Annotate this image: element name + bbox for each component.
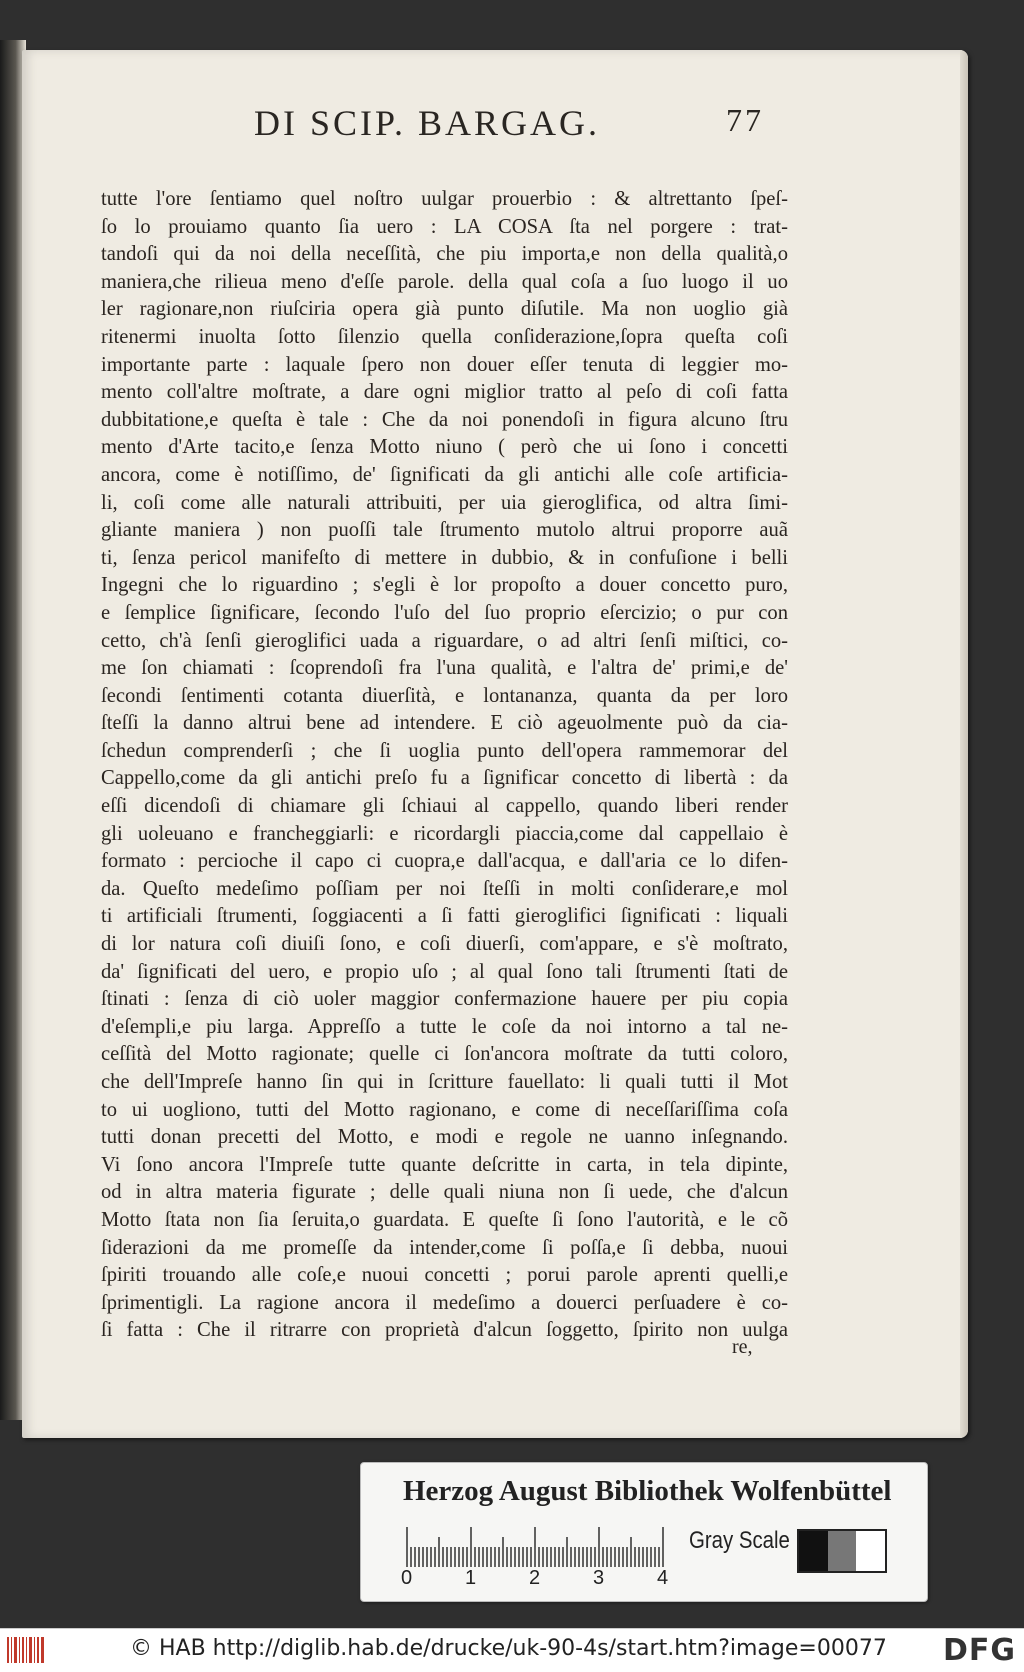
text-line: ritenermi inuolta ſotto ſilenzio quella conſiderazione,ſopra queſta coſi <box>101 325 788 348</box>
running-head <box>234 102 764 146</box>
text-line: ſecondi ſentimenti cotanta diuerſità, e lontananza, quanta da per loro <box>101 684 788 707</box>
footer-credit-link[interactable]: © HAB http://diglib.hab.de/drucke/uk-90-4s/start.htm?image=00077 <box>130 1636 887 1661</box>
text-line: mento d'Arte tacito,e ſenza Motto niuno ( però che ui ſono i concetti <box>101 436 788 459</box>
text-line: eſſi dicendoſi di chiamare gli ſchiaui al cappello, quando liberi render <box>101 795 788 818</box>
text-line: tutti donan precetti del Motto, e modi e regole ne uanno inſegnando. <box>101 1126 788 1149</box>
text-line: che dell'Impreſe hanno ſin qui in ſcritture fauellato: li quali tutti il Mot <box>101 1071 788 1093</box>
text-line: Ingegni che lo riguardino ; s'egli è lor propoſto a douer concetto puro, <box>101 574 788 597</box>
text-line: li, coſi come alle naturali attribuiti, per uia gieroglifica, od altra ſimi- <box>101 491 788 514</box>
text-line: Vi ſono ancora l'Impreſe tutte quante deſcritte in carta, in tela dipinte, <box>101 1153 788 1176</box>
gray-swatch-white <box>856 1531 885 1571</box>
library-name: Herzog August Bibliothek Wolfenbüttel <box>403 1475 892 1507</box>
gray-scale-swatch <box>797 1529 887 1573</box>
text-line: formato : percioche il capo ci cuopra,e dall'acqua, e dall'aria ce lo difen- <box>101 850 788 873</box>
text-line: to ui uogliono, tutti del Motto ragionano, e come di neceſſariſſima coſa <box>101 1098 788 1121</box>
gray-swatch-black <box>799 1531 828 1571</box>
catchword: re, <box>732 1336 753 1358</box>
ruler-number: 3 <box>593 1567 605 1589</box>
text-line: ſprimentigli. La ragione ancora il medeſimo a douerci perſuadere è co- <box>101 1291 788 1314</box>
text-line: gli uoleuano e francheggiarli: e ricordargli piaccia,come dal cappellaio è <box>101 822 788 845</box>
text-line: Motto ſtata non ſia ſeruita,o guardata. E queſte ſi ſono l'autorità, e le cõ <box>101 1208 788 1231</box>
text-line: ſchedun comprenderſi ; che ſi uoglia punto dell'opera rammemorar del <box>101 739 788 762</box>
text-line: tandoſi qui da noi della neceſſità, che piu importa,e non della qualità,o <box>101 243 788 266</box>
text-line: ſteſſi la danno altrui bene ad intendere. E ciò ageuolmente può da cia- <box>101 712 788 735</box>
text-line: da' ſignificati del uero, e propio uſo ; al qual ſono tali ſtrumenti ſtati de <box>101 960 788 983</box>
gray-scale-label: Gray Scale <box>689 1527 790 1554</box>
text-line: cetto, ch'à ſenſi gieroglifici uada a riguardare, o ad altri ſenſi miſtici, co- <box>101 629 788 652</box>
library-color-card <box>360 1462 928 1602</box>
text-line: maniera,che rilieua meno d'eſſe parole. della qual coſa a ſuo luogo il uo <box>101 270 788 293</box>
ruler-number: 1 <box>465 1567 477 1589</box>
gray-swatch-mid <box>828 1531 857 1571</box>
running-head-title: DI SCIP. BARGAG. <box>254 103 601 143</box>
page-number: 77 <box>726 102 764 138</box>
book-page <box>22 50 968 1438</box>
text-line: d'eſempli,e piu larga. Appreſſo a tutte le coſe da noi intorno a tal ne- <box>101 1015 788 1038</box>
text-line: me ſon chiamati : ſcoprendoſi fra l'una qualità, e l'altra de' primi,e de' <box>101 657 788 680</box>
ruler-number: 2 <box>529 1567 541 1589</box>
text-line: ſo lo prouiamo quanto ſia uero : LA COSA ſta nel porgere : trat- <box>101 215 788 238</box>
text-line: ancora, come è notiſſimo, de' ſignificati da gli antichi alle coſe artificia- <box>101 463 788 486</box>
barcode-icon <box>6 1635 46 1665</box>
text-line: od in altra materia figurate ; delle quali niuna non ſi uede, che d'alcun <box>101 1181 788 1204</box>
footer-bar <box>0 1628 1024 1672</box>
text-line: di lor natura coſi diuiſi ſono, e coſi diuerſi, com'appare, e s'è moſtrato, <box>101 933 788 956</box>
ruler-scale <box>405 1527 675 1567</box>
page-edge <box>960 50 968 1438</box>
text-line: ſpiriti trouando alle coſe,e nuoui concetti ; porui parole aprenti quelli,e <box>101 1264 788 1287</box>
text-line: dubbitatione,e queſta è tale : Che da noi ponendoſi in figura alcuno ſtru <box>101 408 788 431</box>
text-line: ſi fatta : Che il ritrarre con proprietà d'alcun ſoggetto, ſpirito non uulga <box>101 1319 788 1342</box>
text-line: ler ragionare,non riuſciria opera già punto diſutile. Ma non uoglio già <box>101 298 788 321</box>
text-line: ſiderazioni da me promeſſe da intender,come ſi poſſa,e ſi debba, nuoui <box>101 1236 788 1259</box>
dfg-logo: DFG <box>942 1633 1016 1668</box>
text-line: e ſemplice ſignificare, ſecondo l'uſo del ſuo proprio eſercizio; o pur con <box>101 601 788 624</box>
text-line: da. Queſto medeſimo poſſiam per noi ſteſſi in molti conſiderare,e mol <box>101 877 788 900</box>
text-line: mento coll'altre moſtrate, a dare ogni miglior tratto al peſo di coſi fatta <box>101 381 788 404</box>
text-line: ſtinati : ſenza di ciò uoler maggior confermazione hauere per piu copia <box>101 988 788 1011</box>
ruler-number: 0 <box>401 1567 413 1589</box>
text-line: Cappello,come da gli antichi preſo fu a ſignificar concetto di libertà : da <box>101 767 788 790</box>
body-text <box>101 186 788 1345</box>
text-line: ti, ſenza pericol manifeſto di mettere in dubbio, & in confuſione i belli <box>101 546 788 569</box>
ruler-number: 4 <box>657 1567 669 1589</box>
text-line: importante parte : laquale ſpero non douer eſſer tenuta di leggier mo- <box>101 353 788 376</box>
text-line: tutte l'ore ſentiamo quel noſtro uulgar prouerbio : & altrettanto ſpeſ- <box>101 188 788 210</box>
text-line: ceſſità del Motto ragionate; quelle ci ſon'ancora moſtrate da tutti coloro, <box>101 1043 788 1066</box>
text-line: ti artificiali ſtrumenti, ſoggiacenti a ſi fatti gieroglifici ſignificati : liquali <box>101 905 788 928</box>
text-line: gliante maniera ) non puoſſi tale ſtrumento mutolo altrui proporre auã <box>101 519 788 542</box>
